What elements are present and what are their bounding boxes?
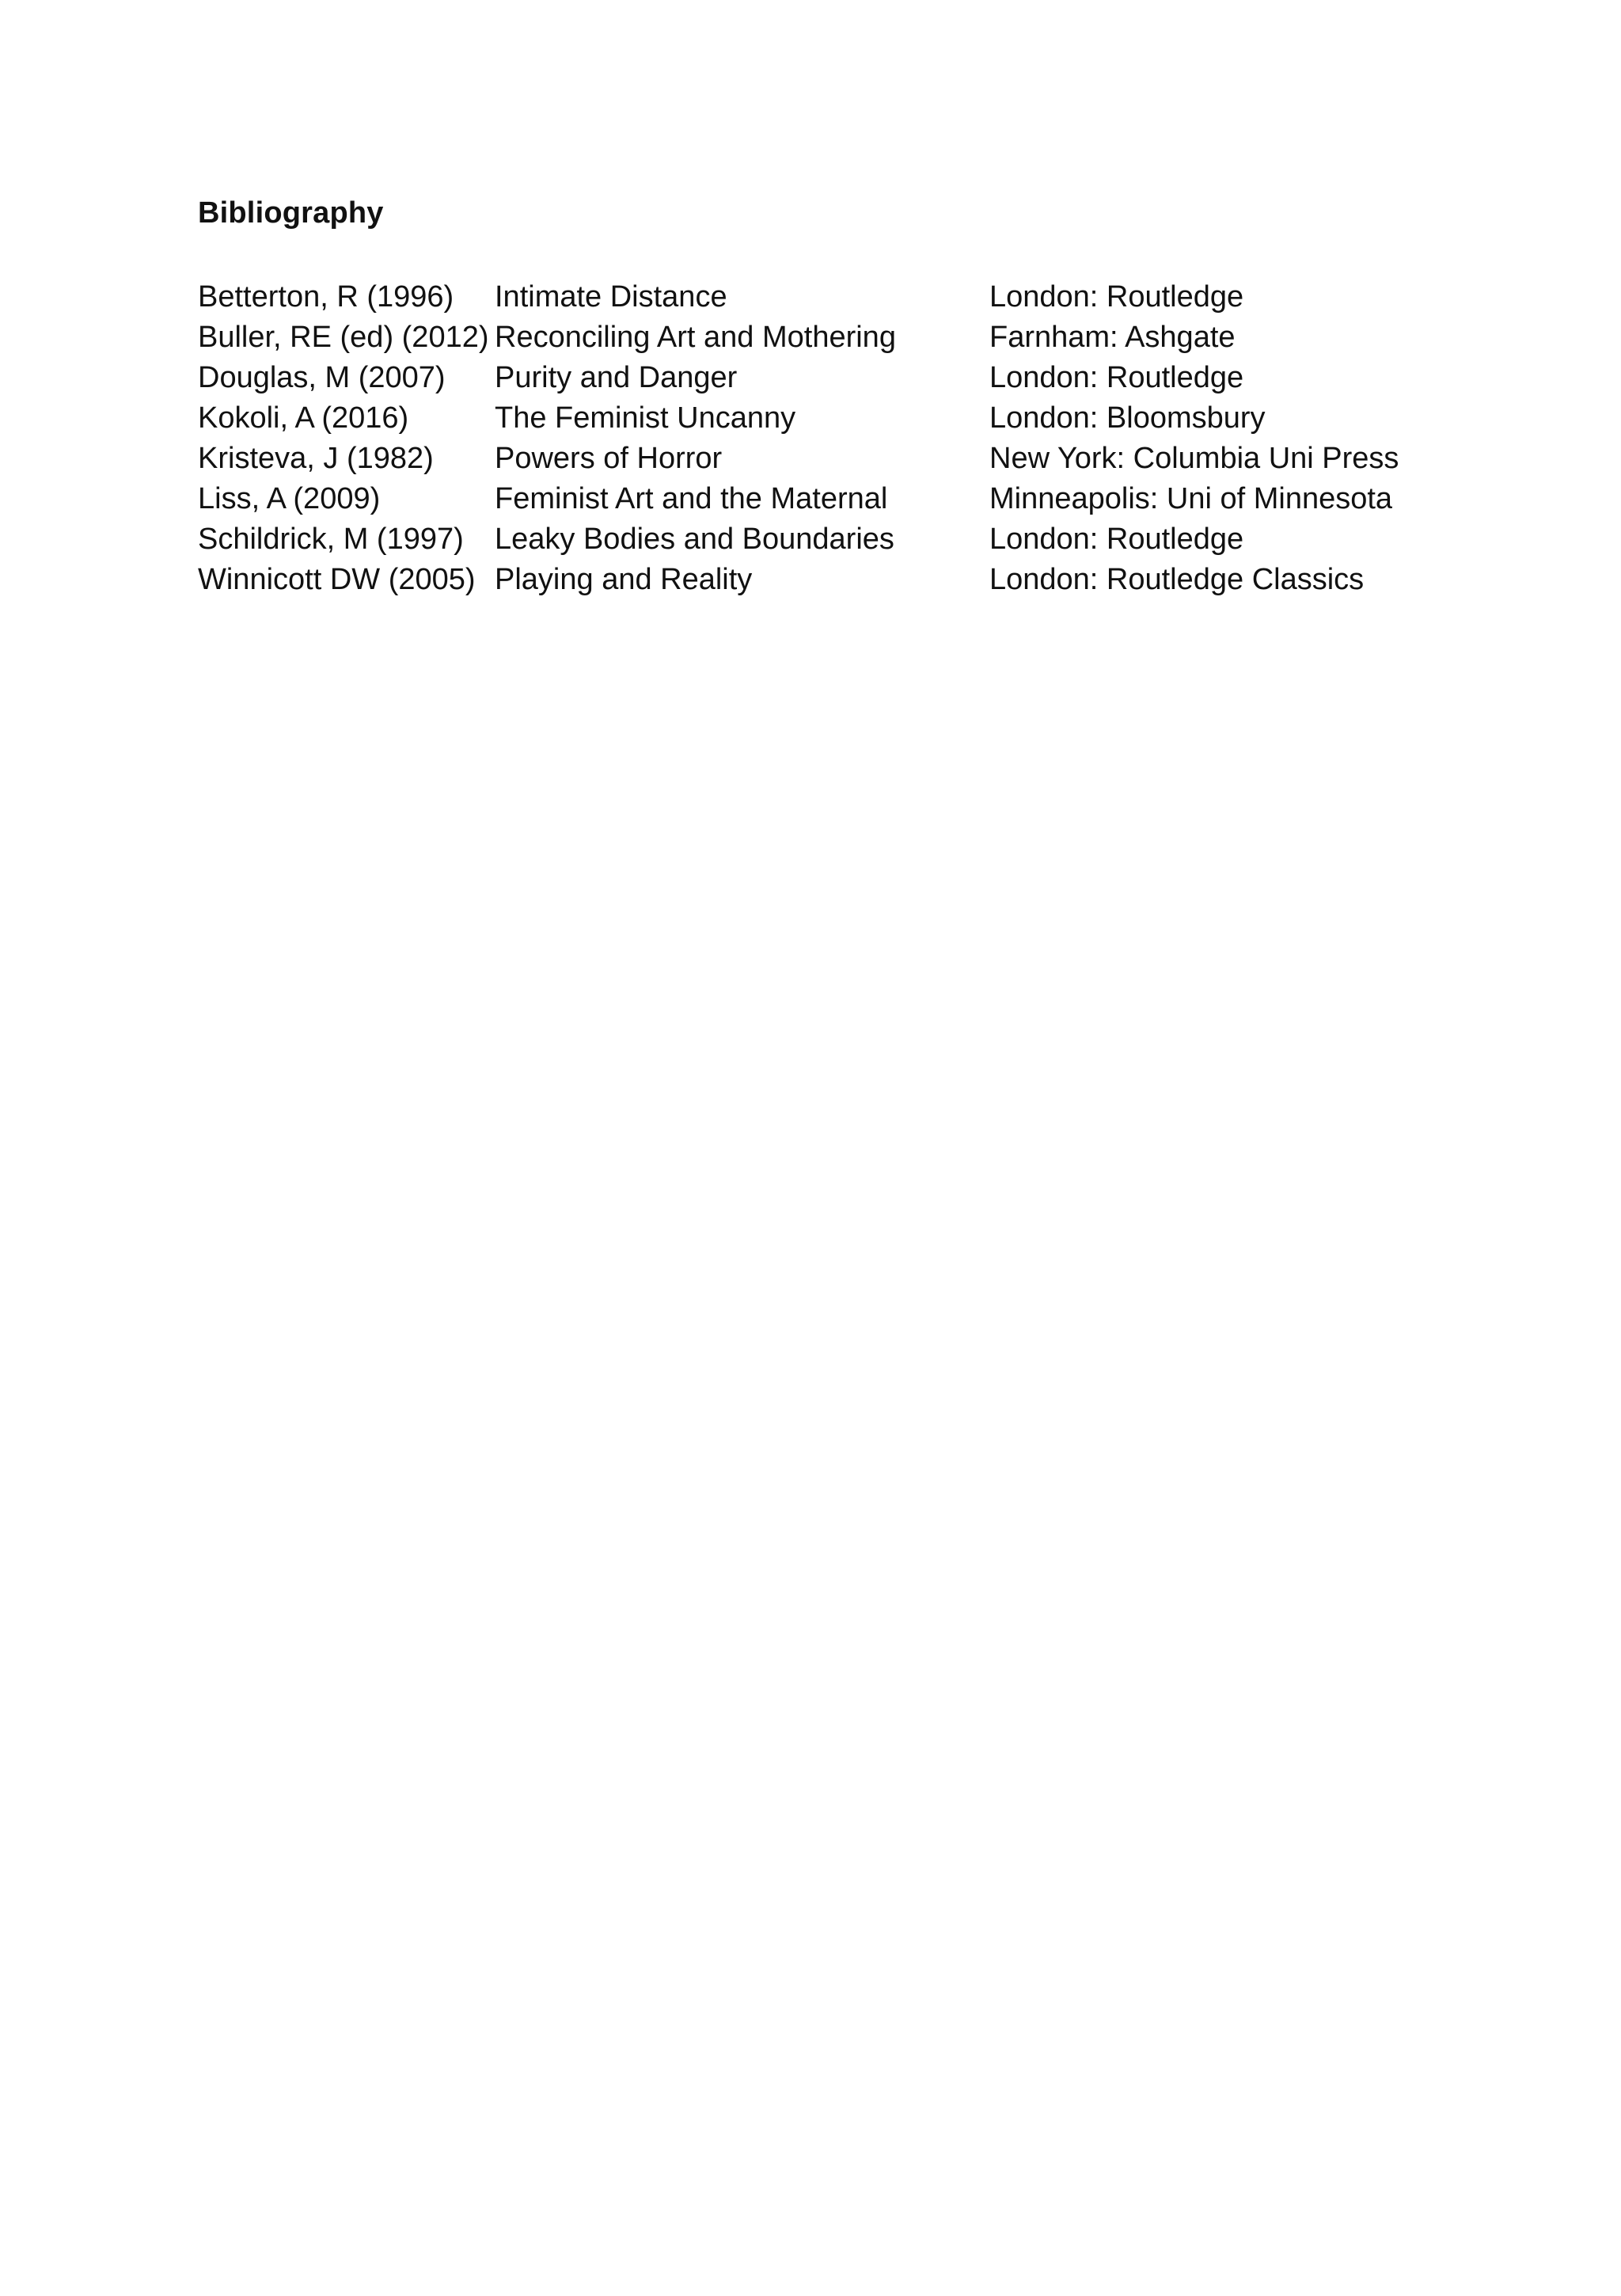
entry-publisher: Minneapolis: Uni of Minnesota: [989, 482, 1393, 515]
bibliography-entry: [198, 317, 1464, 358]
bibliography-entry: [198, 479, 1464, 519]
entry-author: Kokoli, A (2016): [198, 401, 409, 435]
bibliography-heading: Bibliography: [198, 196, 384, 230]
entry-publisher: London: Bloomsbury: [989, 401, 1266, 435]
bibliography-list: [198, 277, 1464, 600]
entry-author: Schildrick, M (1997): [198, 523, 464, 556]
entry-title: Leaky Bodies and Boundaries: [495, 523, 894, 556]
entry-author: Buller, RE (ed) (2012): [198, 321, 489, 354]
entry-title: Powers of Horror: [495, 442, 723, 475]
entry-publisher: London: Routledge: [989, 523, 1244, 556]
entry-title: The Feminist Uncanny: [495, 401, 796, 435]
entry-title: Playing and Reality: [495, 563, 753, 596]
bibliography-entry: [198, 398, 1464, 439]
entry-author: Betterton, R (1996): [198, 280, 454, 314]
entry-publisher: London: Routledge: [989, 280, 1244, 314]
bibliography-entry: [198, 358, 1464, 398]
entry-publisher: London: Routledge: [989, 361, 1244, 394]
entry-author: Winnicott DW (2005): [198, 563, 476, 596]
bibliography-entry: [198, 277, 1464, 317]
entry-publisher: London: Routledge Classics: [989, 563, 1365, 596]
entry-title: Feminist Art and the Maternal: [495, 482, 888, 515]
entry-title: Reconciling Art and Mothering: [495, 321, 896, 354]
entry-author: Douglas, M (2007): [198, 361, 446, 394]
entry-publisher: Farnham: Ashgate: [989, 321, 1236, 354]
entry-author: Liss, A (2009): [198, 482, 381, 515]
entry-author: Kristeva, J (1982): [198, 442, 434, 475]
bibliography-entry: [198, 560, 1464, 600]
bibliography-entry: [198, 519, 1464, 560]
bibliography-entry: [198, 439, 1464, 479]
entry-title: Intimate Distance: [495, 280, 727, 314]
entry-publisher: New York: Columbia Uni Press: [989, 442, 1399, 475]
entry-title: Purity and Danger: [495, 361, 738, 394]
